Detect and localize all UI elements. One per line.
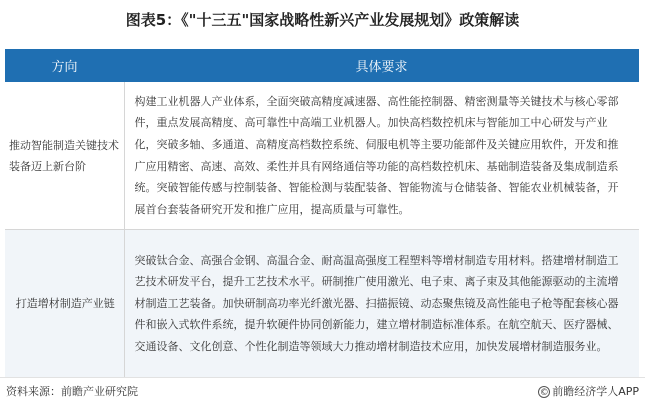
row-direction-cell: 推动智能制造关键技术装备迈上新台阶 [5,82,124,230]
table-row [5,82,639,230]
footer-divider [0,377,645,378]
row-requirement-cell: 突破钛合金、高强合金钢、高温合金、耐高温高强度工程塑料等增材制造专用材料。搭建增材制造工艺技术研发平台，提升工艺技术水平。研制推广使用激光、电子束、离子束及其他能源驱动的主流增材制造工艺装备。加快研制高功率光纤激光器、扫描振镜、动态聚焦镜及高性能电子枪等配套核心器件和嵌入式软件系统，提升软硬件协同创新能力，建立增材制造标准体系。在航空航天、医疗器械、交通设备、文化创意、个性化制造等领域大力推动增材制造技术应用，加快发展增材制造服务业。 [124,230,639,378]
copyright-icon: © [539,388,549,398]
column-header-requirements: 具体要求 [124,49,639,82]
table-row [5,230,639,378]
column-header-direction: 方向 [5,49,124,82]
source-note: 资料来源：前瞻产业研究院 [6,385,138,398]
credit-label: 前瞻经济学人APP [552,385,639,398]
row-requirement-cell: 构建工业机器人产业体系，全面突破高精度减速器、高性能控制器、精密测量等关键技术与核心零部件，重点发展高精度、高可靠性中高端工业机器人。加快高档数控机床与智能加工中心研发与产业化，突破多轴、多通道、高精度高档数控系统、伺服电机等主要功能部件及关键应用软件，开发和推广应用精密、高速、高效、柔性并具有网络通信等功能的高档数控机床、基础制造装备及集成制造系统。突破智能传感与控制装备、智能检测与装配装备、智能物流与仓储装备、智能农业机械装备，开展首台套装备研究开发和推广应用，提高质量与可靠性。 [124,82,639,230]
table-header-row [5,49,639,82]
row-direction-cell: 打造增材制造产业链 [5,230,124,378]
document-title: 图表5：《"十三五"国家战略性新兴产业发展规划》政策解读 [125,11,520,29]
credit-note [538,383,639,401]
policy-table [5,49,639,378]
